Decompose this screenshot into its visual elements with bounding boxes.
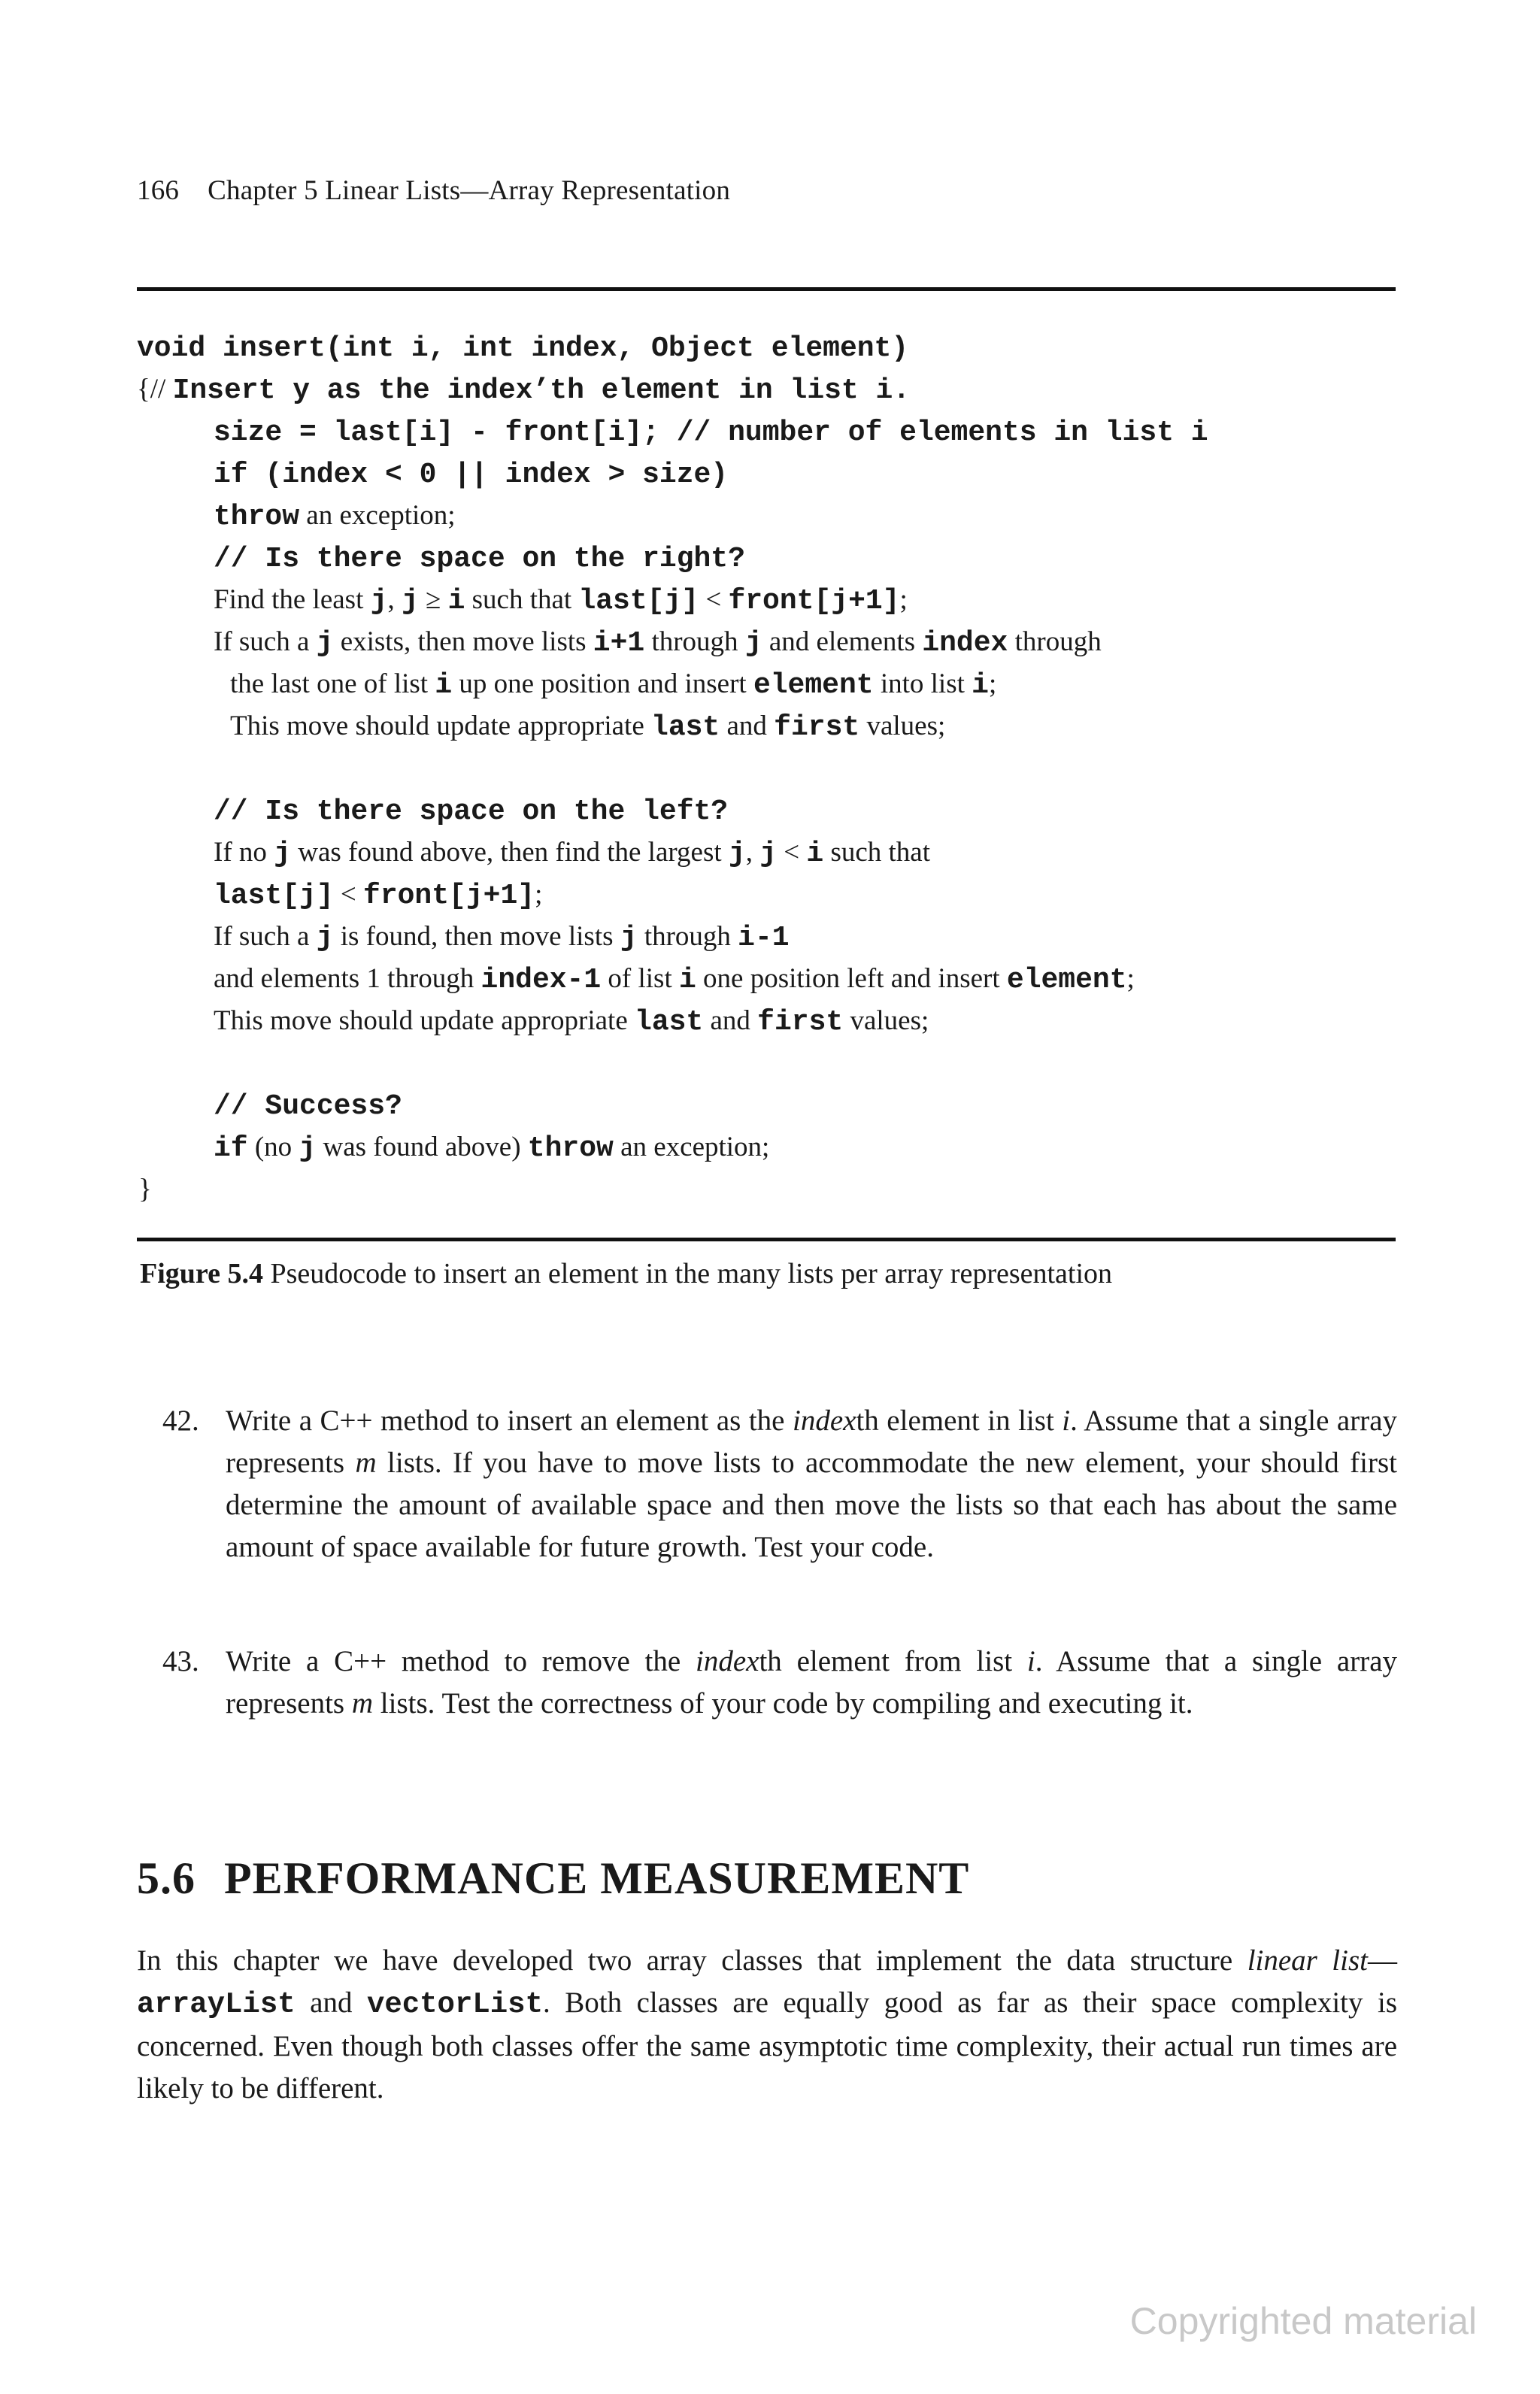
- exercise-42: [137, 1400, 1397, 1568]
- code-line-update-left: This move should update appropriate last and first values;: [214, 1005, 929, 1038]
- section-title: PERFORMANCE MEASUREMENT: [224, 1853, 970, 1903]
- code-line-elements: and elements 1 through index-1 of list i one position left and insert element;: [214, 963, 1135, 996]
- exercise-number: 42.: [162, 1405, 199, 1437]
- exercise-number: 43.: [162, 1645, 199, 1677]
- figure-label: Figure 5.4: [140, 1258, 263, 1289]
- code-line-comment-left: // Is there space on the left?: [214, 795, 729, 828]
- figure-caption: [140, 1253, 1396, 1295]
- code-line-condition: last[j] < front[j+1];: [214, 879, 543, 912]
- code-line-success: if (no j was found above) throw an exception;: [214, 1132, 770, 1165]
- code-line-comment-insert: {// Insert y as the index’th element in list i.: [137, 374, 911, 407]
- section-number: 5.6: [137, 1853, 196, 1903]
- code-line-if-such: If such a j exists, then move lists i+1 through j and elements index through: [214, 626, 1102, 659]
- figure-top-rule: [137, 287, 1396, 291]
- code-line-size: size = last[i] - front[i]; // number of elements in list i: [214, 417, 1208, 449]
- code-line-find-least: Find the least j, j ≥ i such that last[j] < front[j+1];: [214, 584, 908, 617]
- body-paragraph: In this chapter we have developed two array classes that implement the data structure linear list—arrayList and vectorList. Both classes are equally good as far as their space complexity is concerned. Even though both classes offer the same asymptotic time complexity, their actual run times are likely to be different.: [137, 1944, 1397, 2105]
- page-header: [137, 174, 730, 207]
- page-number: 166: [137, 175, 180, 206]
- code-line-update-right: This move should update appropriate last and first values;: [230, 711, 946, 744]
- code-line-comment-right: // Is there space on the right?: [214, 543, 745, 575]
- code-line-signature: void insert(int i, int index, Object element): [137, 332, 909, 365]
- code-line-found: If such a j is found, then move lists j through i-1: [214, 921, 790, 954]
- figure-bottom-rule: [137, 1238, 1396, 1241]
- code-line-if-no: If no j was found above, then find the largest j, j < i such that: [214, 837, 931, 870]
- code-line-throw: throw an exception;: [214, 500, 456, 533]
- copyright-watermark: Copyrighted material: [1129, 2300, 1477, 2342]
- code-line-close-brace: }: [138, 1174, 152, 1205]
- exercise-43: [137, 1641, 1397, 1725]
- figure-caption-text: Pseudocode to insert an element in the many lists per array representation: [262, 1258, 1113, 1289]
- running-title: Chapter 5 Linear Lists—Array Representation: [208, 175, 731, 206]
- code-line-if: if (index < 0 || index > size): [214, 459, 729, 491]
- section-heading: [137, 1853, 969, 1905]
- code-line-last-one: the last one of list i up one position and insert element into list i;: [230, 668, 997, 702]
- exercise-text: Write a C++ method to insert an element as the indexth element in list i. Assume that a single array represents m lists. If you have to move lists to accommodate the new element, your should first determine the amount of available space and then move the lists so that each has about the same amount of space available for future growth. Test your code.: [226, 1405, 1398, 1563]
- exercise-text: Write a C++ method to remove the indexth element from list i. Assume that a single array represents m lists. Test the correctness of your code by compiling and executing it.: [226, 1645, 1398, 1720]
- code-line-comment-success: // Success?: [214, 1090, 402, 1123]
